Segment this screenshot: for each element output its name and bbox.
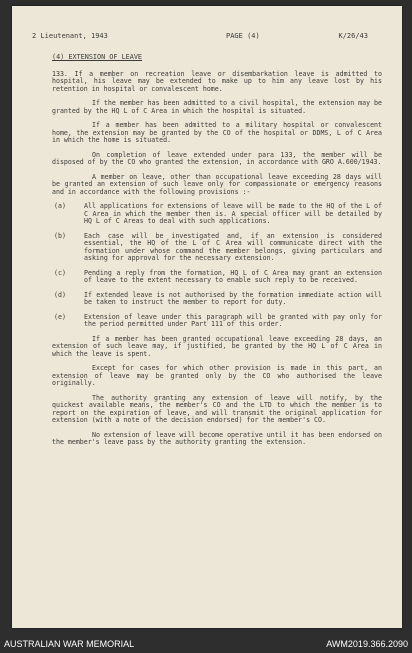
list-item-label: (a) [54,202,66,210]
header-reference: K/26/43 [338,32,368,40]
paragraph-133: 133. If a member on recreation leave or disembarkation leave is admitted to hospital, his leave may be extended to make up to him any leave lost by his retention in hospital or convalescent home. [52,69,382,93]
archive-footer [0,637,412,653]
list-item-text: Extension of leave under this paragraph will be granted with pay only for the period permitted under Part 111 of this order. [84,312,382,328]
header-date: 2 Lieutenant, 1943 [32,32,108,40]
list-item-text: Pending a reply from the formation, HQ L of C Area may grant an extension of leave to the extent necessary to enable such reply to be received. [84,268,382,284]
paragraph-occupational-leave: If a member has been granted occupational leave exceeding 28 days, an extension of such leave may, if justified, be granted by the HQ L of C Area in which the leave is spent. [52,334,382,358]
paragraph-compassionate: A member on leave, other than occupational leave exceeding 28 days will be granted an extension of such leave only for compassionate or emergency reasons and in accordance with the following provisions :- [52,172,382,196]
document-page [12,6,402,628]
paragraph-operative: No extension of leave will become operative until it has been endorsed on the member's leave pass by the authority granting the extension. [52,430,382,446]
list-item-label: (e) [54,312,66,321]
list-item-a [52,203,382,226]
footer-institution: AUSTRALIAN WAR MEMORIAL [4,639,135,649]
list-item-text: Each case will be investigated and, if an extension is considered essential, the HQ of the L of C Area will communicate direct with the formation under whose command the member belongs, giving particulars and asking for approval for the necessary extension. [84,231,382,262]
list-item-text: If extended leave is not authorised by the formation immediate action will be taken to instruct the member to report for duty. [84,290,382,306]
header-page-number: PAGE (4) [226,32,260,40]
footer-accession-number: AWM2019.366.2090 [326,639,408,649]
list-item-e [52,314,382,329]
list-item-d [52,292,382,307]
list-item-label: (c) [54,268,66,277]
list-item-c [52,270,382,285]
paragraph-military-hospital: If a member has been admitted to a military hospital or convalescent home, the extension may be granted by the CO of the hospital or DDMS, L of C Area in which the home is situated. [52,121,382,144]
list-item-label: (b) [54,231,66,240]
list-item-label: (d) [54,290,66,299]
paragraph-completion: On completion of leave extended under para 133, the member will be disposed of by the CO who granted the extension, in accordance with GRO A.600/1943. [52,150,382,166]
paragraph-notification: The authority granting any extension of leave will notify, by the quickest available means, the member's CO and the LTD to which the member is to report on the expiration of leave, and will transmit the original application for extension (with a note of the decision endorsed) for the member's CO. [52,393,382,424]
paragraph-authorising-co: Except for cases for which other provision is made in this part, an extension of leave may be granted only by the CO who authorised the leave originally. [52,364,382,387]
document-body [52,54,382,454]
list-item-text: All applications for extensions of leave will be made to the HQ of the L of C Area in which the member then is. A special officer will be detailed by HQ L of C Areas to deal with such applications. [84,202,382,225]
paragraph-civil-hospital: If the member has been admitted to a civil hospital, the extension may be granted by the HQ L of C Area in which the hospital is situated. [52,99,382,115]
list-item-b [52,233,382,263]
section-title: (4) EXTENSION OF LEAVE [52,53,143,61]
